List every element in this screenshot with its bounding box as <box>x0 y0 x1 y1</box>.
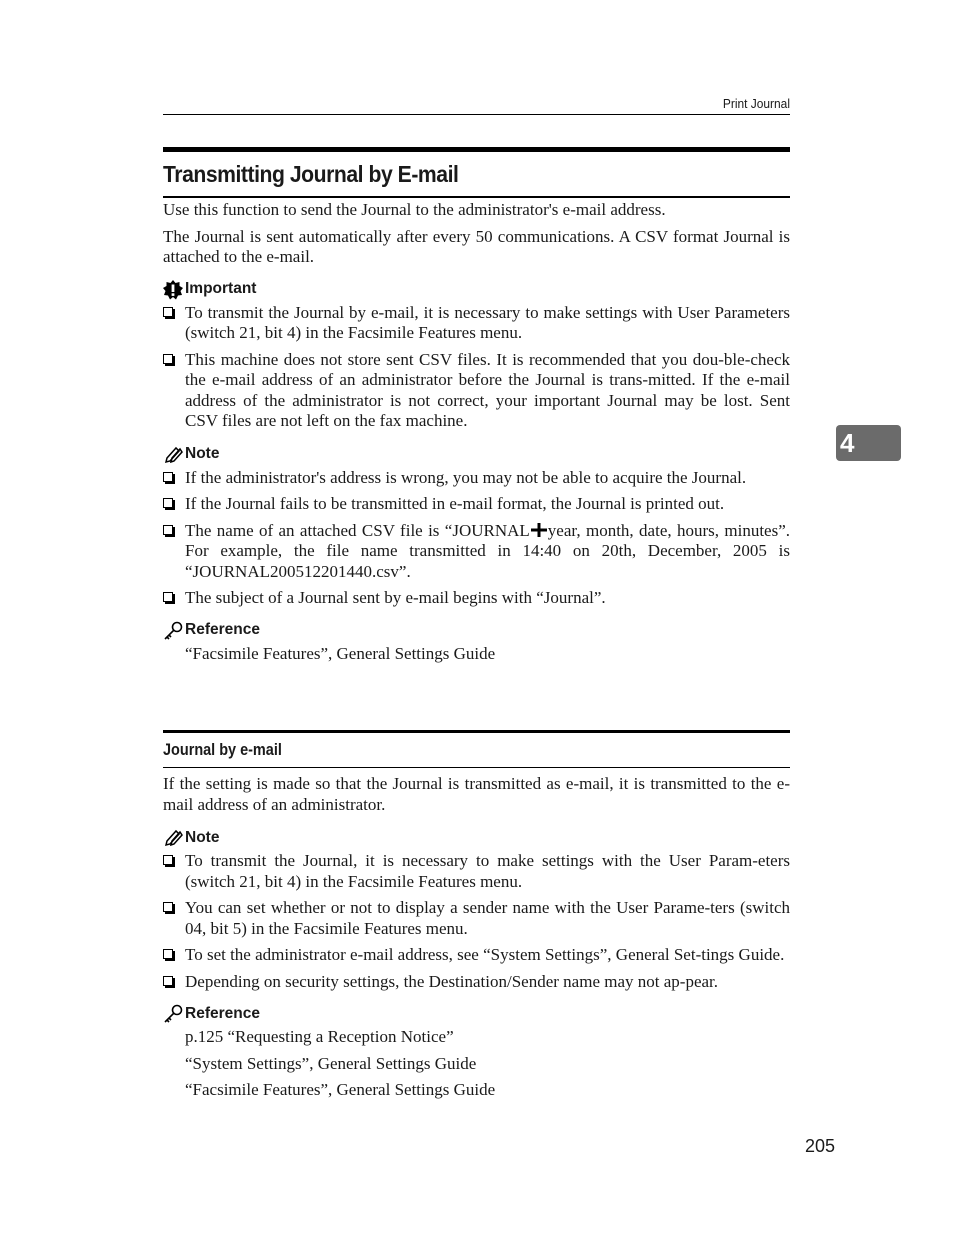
list-item-text: If the Journal fails to be transmitted in e-mail format, the Journal is printed out. <box>185 494 725 513</box>
checkbox-bullet-icon <box>163 592 173 602</box>
important-label-text: Important <box>185 280 257 298</box>
intro-paragraph: The Journal is sent automatically after every 50 communications. A CSV format Journal is attached to the e-mail. <box>163 226 790 266</box>
chapter-tab: 4 <box>836 425 901 461</box>
page-number: 205 <box>804 1136 835 1156</box>
reference-label <box>163 620 790 642</box>
reference-label-text: Reference <box>185 1004 260 1022</box>
list-item-text: You can set whether or not to display a sender name with the User Parame-ters (switch 04, bit 5) in the Facsimile Features menu. <box>185 898 790 938</box>
reference-label-text: Reference <box>185 621 260 639</box>
list-item <box>163 521 790 583</box>
pencil-icon <box>163 828 183 848</box>
list-item <box>163 468 790 489</box>
reference-link[interactable]: p.125 “Requesting a Reception Notice” <box>185 1027 454 1046</box>
intro-paragraph: Use this function to send the Journal to the administrator's e-mail address. <box>163 200 666 219</box>
section-bottom-rule <box>163 196 790 198</box>
list-item <box>163 350 790 432</box>
list-item <box>163 898 790 939</box>
reference-line: “System Settings”, General Settings Guide <box>185 1053 477 1073</box>
note-label-text: Note <box>185 445 220 463</box>
important-icon <box>163 280 183 300</box>
list-item <box>163 972 790 993</box>
note-label-text: Note <box>185 828 220 846</box>
important-label <box>163 279 790 301</box>
plus-icon <box>530 523 548 537</box>
list-item-text: This machine does not store sent CSV files. It is recommended that you dou-ble-check the e-mail address of an administrator before the Journal is trans-mitted. If the e-mail address of the administrator is not correct, your important Journal may be lost. Sent CSV files are not left on the fax machine. <box>185 349 790 430</box>
section-content <box>163 200 790 670</box>
running-header: Print Journal <box>722 96 790 111</box>
checkbox-bullet-icon <box>163 976 173 986</box>
reference-line: “Facsimile Features”, General Settings Guide <box>185 1080 496 1099</box>
checkbox-bullet-icon <box>163 498 173 508</box>
list-item <box>163 588 790 609</box>
key-icon <box>163 1004 183 1024</box>
list-item-text: If the administrator's address is wrong, you may not be able to acquire the Journal. <box>185 467 747 487</box>
note-list <box>163 468 790 609</box>
section-top-rule <box>163 147 790 152</box>
list-item-text: To transmit the Journal by e-mail, it is necessary to make settings with User Parameters (switch 21, bit 4) in the Facsimile Features menu. <box>185 302 790 342</box>
note-label <box>163 444 790 466</box>
important-list <box>163 303 790 432</box>
subsection-heading <box>163 730 790 768</box>
checkbox-bullet-icon <box>163 949 173 959</box>
checkbox-bullet-icon <box>163 472 173 482</box>
subsection-bottom-rule <box>163 767 790 769</box>
section-heading <box>163 147 790 198</box>
list-item <box>163 303 790 344</box>
subsection-intro: If the setting is made so that the Journal is transmitted as e-mail, it is transmitted to the e-mail address of an administrator. <box>163 774 790 814</box>
checkbox-bullet-icon <box>163 855 173 865</box>
reference-label <box>163 1003 790 1025</box>
list-item <box>163 945 790 966</box>
section-title: Transmitting Journal by E-mail <box>163 161 459 187</box>
checkbox-bullet-icon <box>163 307 173 317</box>
list-item-text: The name of an attached CSV file is “JOURNAL <box>185 520 530 540</box>
list-item-text: The subject of a Journal sent by e-mail begins with “Journal”. <box>185 588 606 607</box>
list-item <box>163 851 790 892</box>
subsection-title: Journal by e-mail <box>163 739 282 759</box>
subsection-top-rule <box>163 730 790 733</box>
key-icon <box>163 621 183 641</box>
header-rule <box>163 114 790 115</box>
list-item-text: year, month, date, hours, minutes”. For example, the file name transmitted in 14:40 on 20th, December, 2005 is “JOURNAL200512201440.csv”. <box>185 520 791 581</box>
list-item-text: Depending on security settings, the Destination/Sender name may not ap-pear. <box>185 971 719 991</box>
note-label <box>163 827 790 849</box>
pencil-icon <box>163 445 183 465</box>
list-item-text: To transmit the Journal, it is necessary to make settings with the User Param-eters (switch 21, bit 4) in the Facsimile Features menu. <box>185 851 790 891</box>
checkbox-bullet-icon <box>163 902 173 912</box>
list-item-text: To set the administrator e-mail address, see “System Settings”, General Set-tings Guide. <box>185 945 785 964</box>
list-item <box>163 494 790 515</box>
subsection-content <box>163 774 790 1107</box>
checkbox-bullet-icon <box>163 354 173 364</box>
reference-line: “Facsimile Features”, General Settings Guide <box>185 643 496 663</box>
note-list <box>163 851 790 992</box>
checkbox-bullet-icon <box>163 525 173 535</box>
